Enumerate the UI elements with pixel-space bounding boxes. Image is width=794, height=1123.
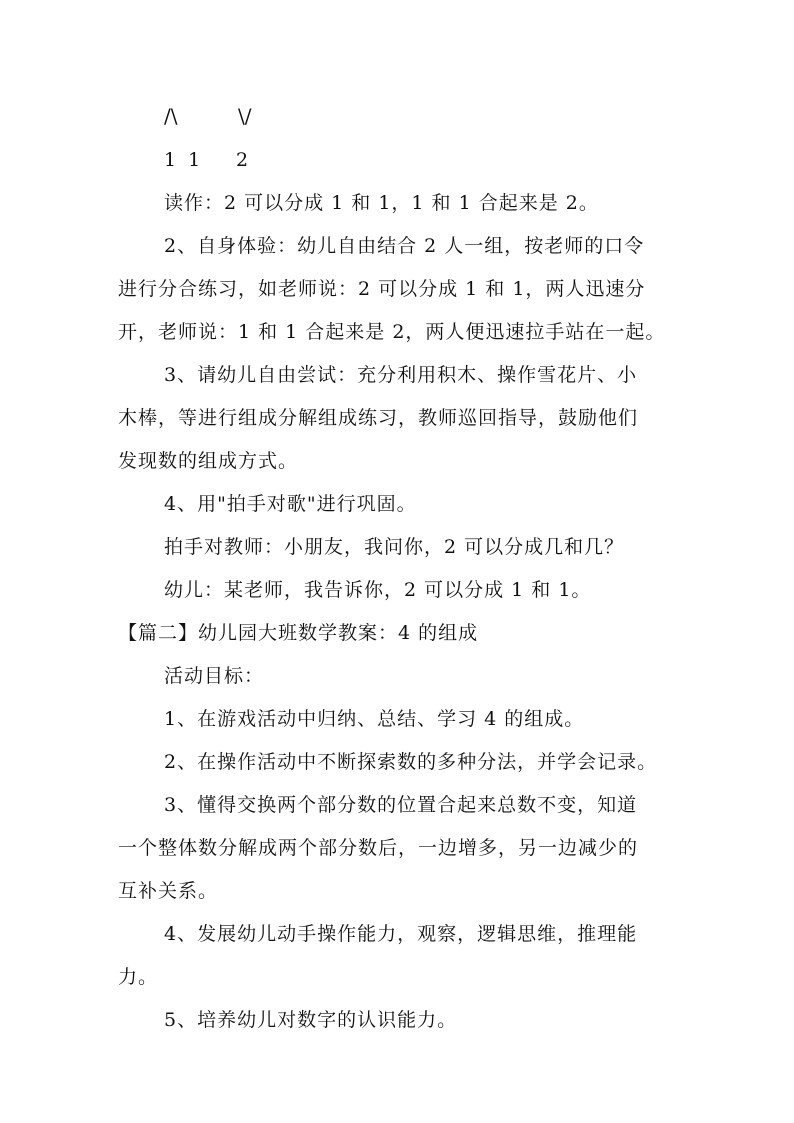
text-line-read: 读作：2 可以分成 1 和 1，1 和 1 合起来是 2。	[164, 192, 599, 214]
diagram-parts	[164, 148, 744, 172]
text-line-teacher: 拍手对教师：小朋友，我问你，2 可以分成几和几？	[164, 536, 625, 558]
text-line-goal4-a: 4、发展幼儿动手操作能力，观察，逻辑思维，推理能	[164, 923, 638, 945]
section-heading: 【篇二】幼儿园大班数学教案：4 的组成	[118, 622, 479, 644]
text-line-goal5: 5、培养幼儿对数字的认识能力。	[164, 1009, 458, 1031]
text-line-goal3-a: 3、懂得交换两个部分数的位置合起来总数不变，知道	[164, 794, 638, 816]
text-line-step2-b: 进行分合练习，如老师说：2 可以分成 1 和 1，两人迅速分	[118, 278, 646, 300]
text-line-goal1: 1、在游戏活动中归纳、总结、学习 4 的组成。	[164, 708, 585, 730]
diagram-whole: 2	[236, 149, 249, 171]
text-line-goal4-b: 力。	[118, 966, 159, 988]
text-line-step2-c: 开，老师说：1 和 1 合起来是 2，两人便迅速拉手站在一起。	[118, 321, 666, 343]
text-line-goal2: 2、在操作活动中不断探索数的多种分法，并学会记录。	[164, 751, 658, 773]
text-line-step4: 4、用"拍手对歌"进行巩固。	[164, 493, 417, 515]
diagram-right-branch: \/	[238, 104, 252, 128]
text-line-child: 幼儿：某老师，我告诉你，2 可以分成 1 和 1。	[164, 579, 592, 601]
text-line-goals-title: 活动目标：	[164, 665, 265, 687]
diagram-parts-text: 1 1	[164, 149, 202, 171]
text-line-step3-b: 木棒，等进行组成分解组成练习，教师巡回指导，鼓励他们	[118, 407, 639, 429]
text-line-goal3-b: 一个整体数分解成两个部分数后，一边增多，另一边减少的	[118, 837, 639, 859]
text-line-step3-a: 3、请幼儿自由尝试：充分利用积木、操作雪花片、小	[164, 364, 638, 386]
text-line-goal3-c: 互补关系。	[118, 880, 219, 902]
text-line-step3-c: 发现数的组成方式。	[118, 450, 299, 472]
text-line-step2-a: 2、自身体验：幼儿自由结合 2 人一组，按老师的口令	[164, 235, 645, 257]
diagram-left-branch: /\	[164, 104, 178, 128]
